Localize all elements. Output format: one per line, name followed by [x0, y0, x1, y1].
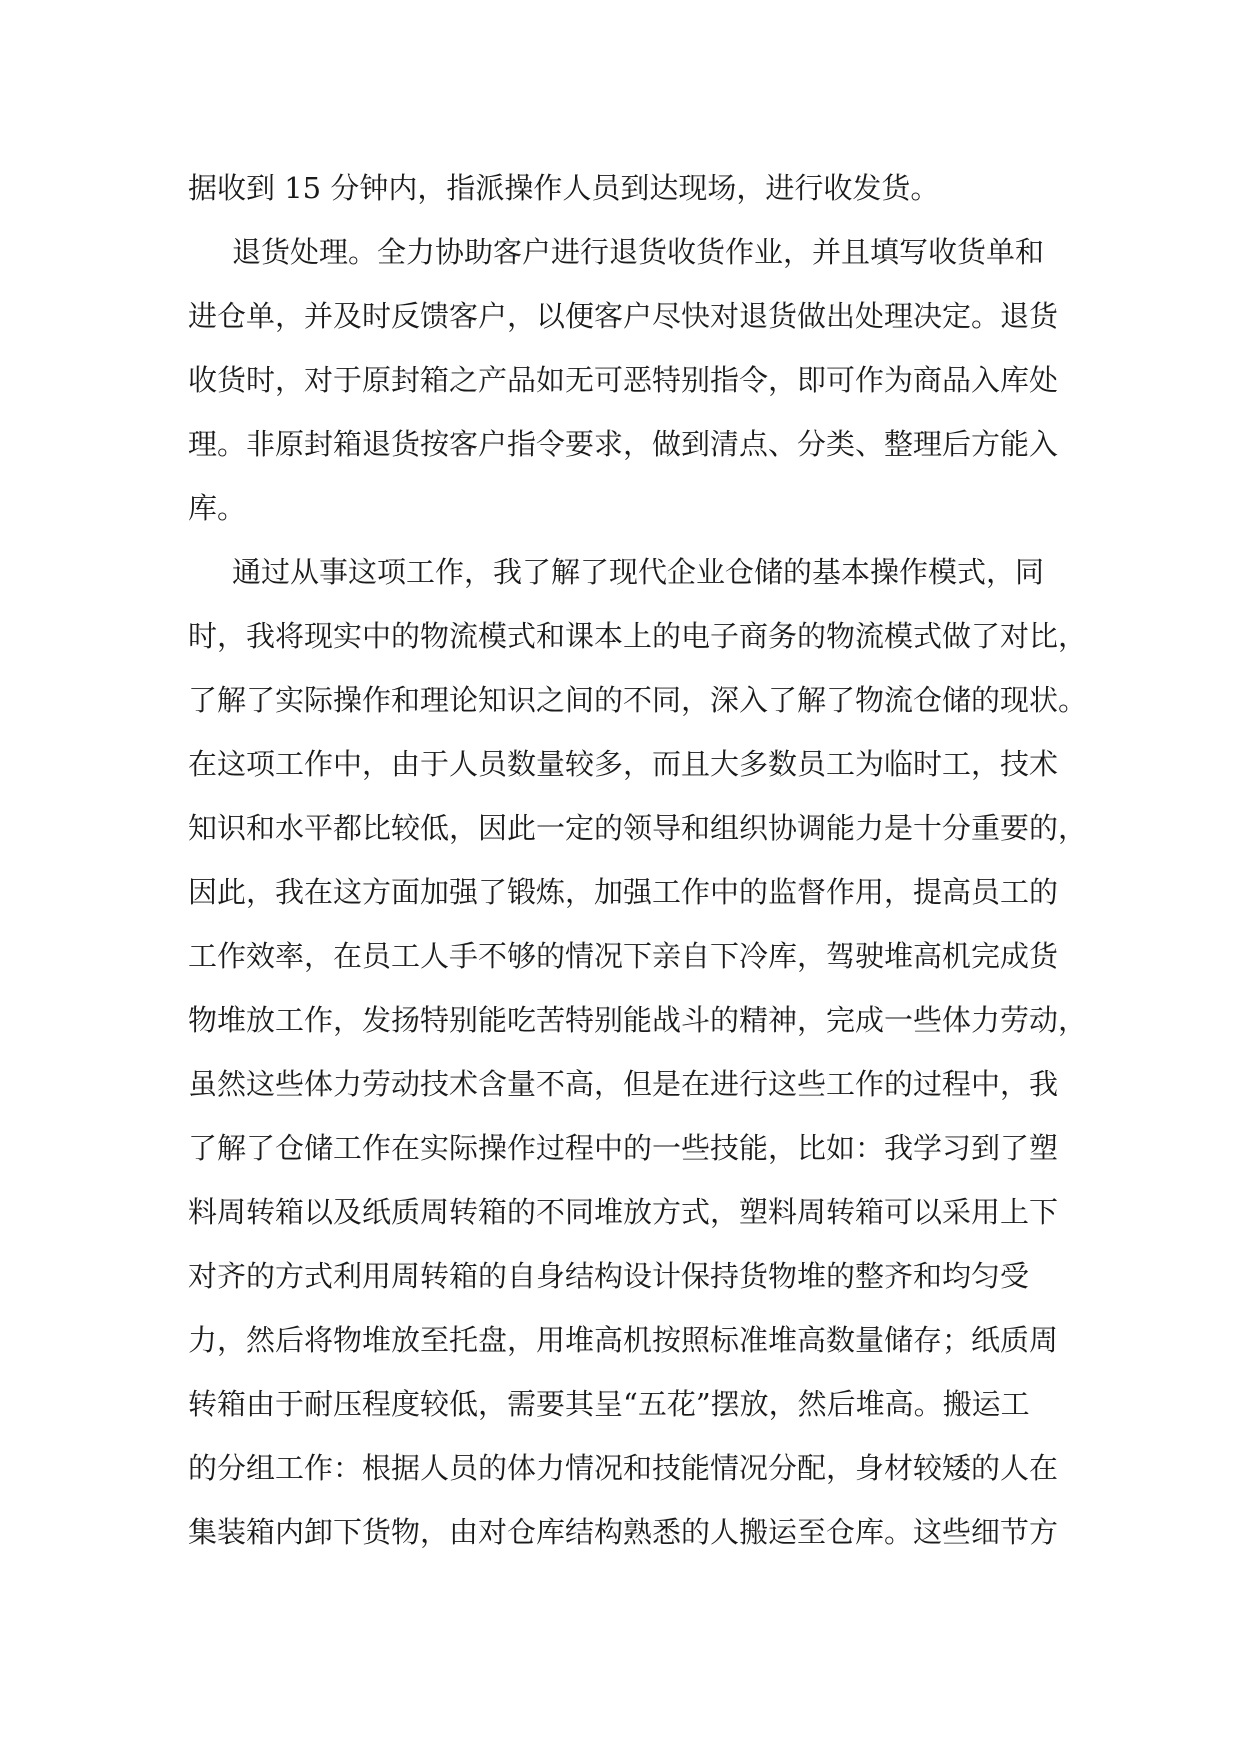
text-line: 工作效率，在员工人手不够的情况下亲自下冷库，驾驶堆高机完成货 [188, 939, 1059, 973]
paragraph-3 [188, 540, 1088, 1564]
text-line: 集装箱内卸下货物，由对仓库结构熟悉的人搬运至仓库。这些细节方 [188, 1515, 1059, 1549]
text-line: 了解了实际操作和理论知识之间的不同，深入了解了物流仓储的现状。 [188, 683, 1088, 717]
text-line: 据收到 15 分钟内，指派操作人员到达现场，进行收发货。 [188, 171, 940, 205]
text-line: 对齐的方式利用周转箱的自身结构设计保持货物堆的整齐和均匀受 [188, 1259, 1030, 1293]
text-line: 力，然后将物堆放至托盘，用堆高机按照标准堆高数量储存；纸质周 [188, 1323, 1059, 1357]
text-line: 了解了仓储工作在实际操作过程中的一些技能，比如：我学习到了塑 [188, 1131, 1059, 1165]
body-text [188, 156, 1088, 1564]
text-line: 转箱由于耐压程度较低，需要其呈“五花”摆放，然后堆高。搬运工 [188, 1387, 1030, 1421]
text-line: 收货时，对于原封箱之产品如无可恶特别指令，即可作为商品入库处 [188, 363, 1059, 397]
text-line: 退货处理。全力协助客户进行退货收货作业，并且填写收货单和 [232, 235, 1045, 269]
text-line: 理。非原封箱退货按客户指令要求，做到清点、分类、整理后方能入 [188, 427, 1059, 461]
text-line: 进仓单，并及时反馈客户，以便客户尽快对退货做出处理决定。退货 [188, 299, 1059, 333]
text-line: 库。 [188, 491, 247, 525]
text-line: 在这项工作中，由于人员数量较多，而且大多数员工为临时工，技术 [188, 747, 1059, 781]
text-line: 虽然这些体力劳动技术含量不高，但是在进行这些工作的过程中，我 [188, 1067, 1059, 1101]
paragraph-2 [188, 220, 1059, 540]
text-line: 料周转箱以及纸质周转箱的不同堆放方式，塑料周转箱可以采用上下 [188, 1195, 1059, 1229]
text-line: 因此，我在这方面加强了锻炼，加强工作中的监督作用，提高员工的 [188, 875, 1059, 909]
text-line: 物堆放工作，发扬特别能吃苦特别能战斗的精神，完成一些体力劳动， [188, 1003, 1088, 1037]
text-line: 通过从事这项工作，我了解了现代企业仓储的基本操作模式，同 [232, 555, 1045, 589]
paragraph-1 [188, 156, 1048, 220]
text-line: 时，我将现实中的物流模式和课本上的电子商务的物流模式做了对比， [188, 619, 1088, 653]
text-line: 知识和水平都比较低，因此一定的领导和组织协调能力是十分重要的， [188, 811, 1088, 845]
text-line: 的分组工作：根据人员的体力情况和技能情况分配，身材较矮的人在 [188, 1451, 1059, 1485]
